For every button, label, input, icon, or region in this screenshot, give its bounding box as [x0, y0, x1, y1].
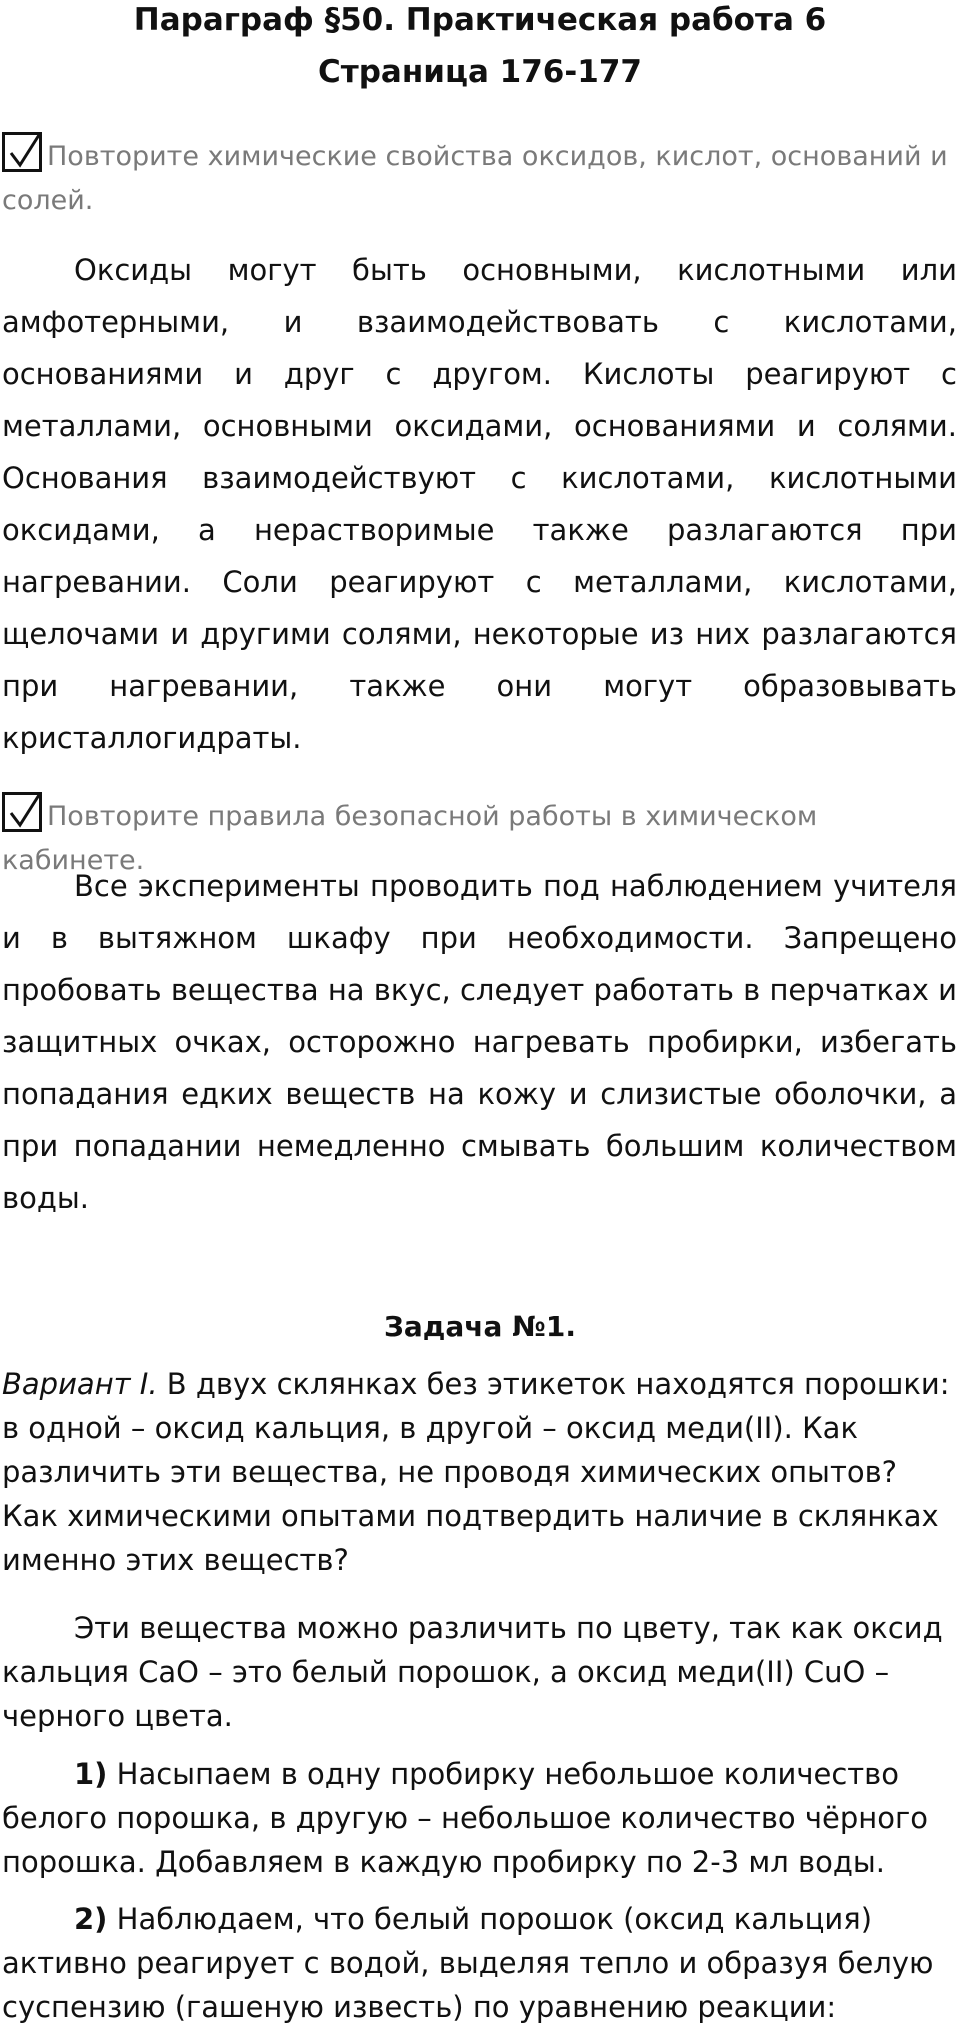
task-step: 2) Наблюдаем, что белый порошок (оксид кальция) активно реагирует с водой, выделяя тепло и образуя белую суспензию (гашеную известь) по уравнению реакции:: [2, 1902, 934, 2024]
task-answer-intro: Эти вещества можно различить по цвету, так как оксид кальция CaO – это белый порошок, а оксид меди(II) CuO – черного цвета.: [2, 1611, 943, 1733]
check-item-properties: [2, 132, 957, 223]
page-title: Параграф §50. Практическая работа 6: [133, 2, 827, 38]
checkmark-icon: [2, 792, 42, 832]
check-item-text: Повторите химические свойства оксидов, кислот, оснований и солей.: [2, 141, 948, 216]
checkmark-icon: [2, 132, 42, 172]
task-question: Вариант I. В двух склянках без этикеток находятся порошки: в одной – оксид кальция, в другой – оксид меди(II). Как различить эти вещества, не проводя химических опытов? Как химическими опытами подтвердить наличие в склянках именно этих веществ?: [2, 1367, 950, 1577]
page-subtitle: Страница 176-177: [318, 54, 642, 90]
variant-label: Вариант I.: [2, 1367, 158, 1401]
check-item-text: Повторите правила безопасной работы в химическом кабинете.: [2, 801, 818, 876]
task-title: Задача №1.: [384, 1310, 576, 1343]
answer-paragraph: Все эксперименты проводить под наблюдением учителя и в вытяжном шкафу при необходимости. Запрещено пробовать вещества на вкус, следует работать в перчатках и защитных очках, осторожно нагревать пробирки, избегать попадания едких веществ на кожу и слизистые оболочки, а при попадании немедленно смывать большим количеством воды.: [2, 869, 957, 1215]
answer-paragraph: Оксиды могут быть основными, кислотными или амфотерными, и взаимодействовать с кислотами, основаниями и друг с другом. Кислоты реагируют с металлами, основными оксидами, основаниями и солями. Основания взаимодействуют с кислотами, кислотными оксидами, а нерастворимые также разлагаются при нагревании. Соли реагируют с металлами, кислотами, щелочами и другими солями, некоторые из них разлагаются при нагревании, также они могут образовывать кристаллогидраты.: [2, 253, 957, 755]
task-step: 1) Насыпаем в одну пробирку небольшое количество белого порошка, в другую – небольшое количество чёрного порошка. Добавляем в каждую пробирку по 2-3 мл воды.: [2, 1757, 928, 1879]
